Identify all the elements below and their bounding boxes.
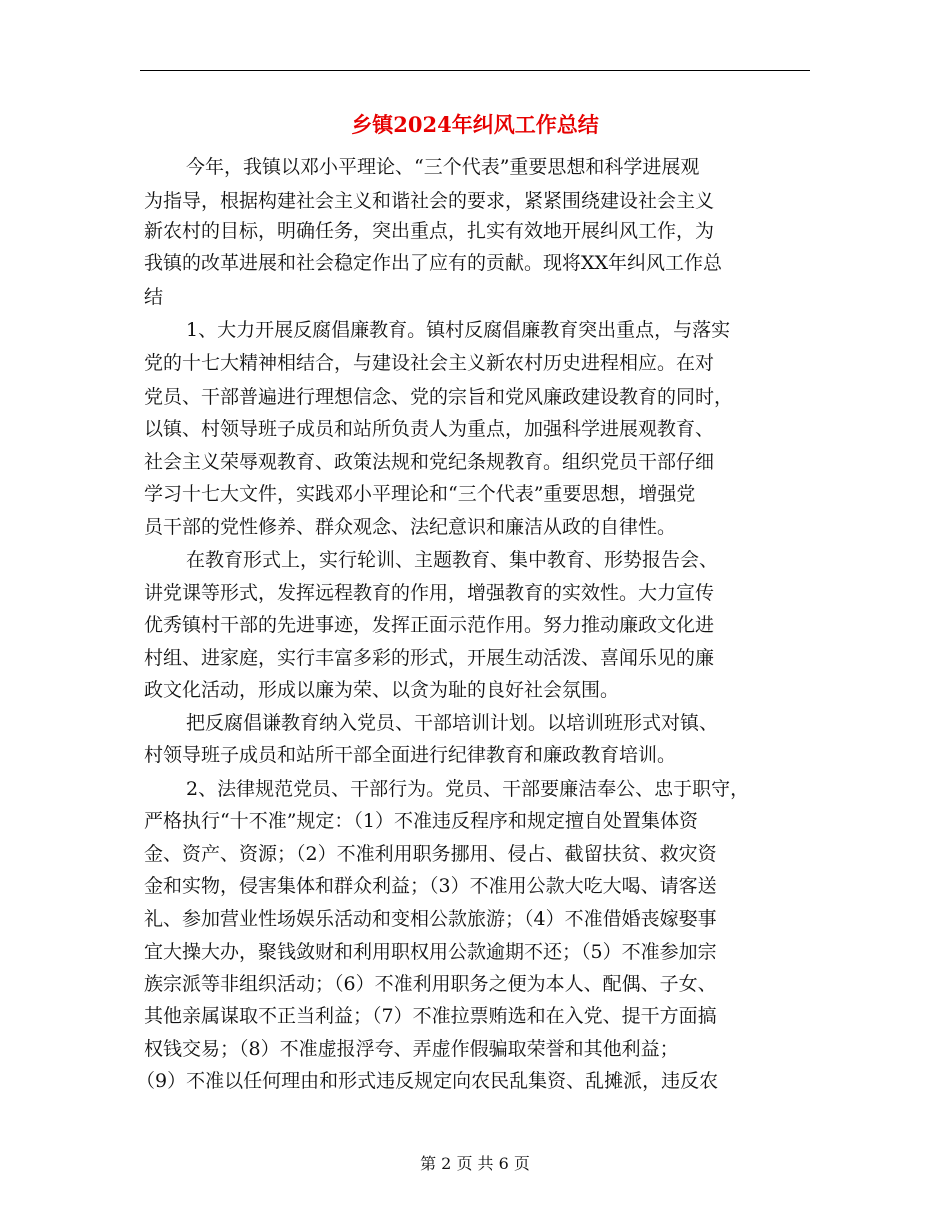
paragraph-line: 政文化活动，形成以廉为荣、以贪为耻的良好社会氛围。 — [144, 679, 620, 701]
paragraph-line: 在教育形式上，实行轮训、主题教育、集中教育、形势报告会、 — [186, 549, 719, 571]
paragraph-line: 1、大力开展反腐倡廉教育。镇村反腐倡廉教育突出重点，与落实 — [186, 319, 731, 341]
paragraph-line: 学习十七大文件，实践邓小平理论和“三个代表”重要思想，增强党 — [144, 483, 696, 505]
paragraph-line: 讲党课等形式，发挥远程教育的作用，增强教育的实效性。大力宣传 — [144, 582, 715, 604]
page-footer: 第 2 页 共 6 页 — [420, 1154, 530, 1173]
paragraph-line: 员干部的党性修养、群众观念、法纪意识和廉洁从政的自律性。 — [144, 516, 677, 538]
paragraph-line: 村领导班子成员和站所干部全面进行纪律教育和廉政教育培训。 — [144, 744, 677, 766]
header-rule — [140, 70, 810, 71]
paragraph-line: 族宗派等非组织活动；（6）不准利用职务之便为本人、配偶、子女、 — [144, 973, 717, 995]
paragraph-line: 其他亲属谋取不正当利益；（7）不准拉票贿选和在入党、提干方面搞 — [144, 1005, 717, 1027]
paragraph-line: 礼、参加营业性场娱乐活动和变相公款旅游；（4）不准借婚丧嫁娶事 — [144, 908, 717, 930]
paragraph-line: 新农村的目标，明确任务，突出重点，扎实有效地开展纠风工作，为 — [144, 220, 715, 242]
paragraph-line: 党的十七大精神相结合，与建设社会主义新农村历史进程相应。在对 — [144, 352, 715, 374]
paragraph-line: 金、资产、资源；（2）不准利用职务挪用、侵占、截留扶贫、救灾资 — [144, 843, 717, 865]
paragraph-line: 权钱交易；（8）不准虚报浮夸、弄虚作假骗取荣誉和其他利益； — [144, 1038, 679, 1060]
paragraph-line: 2、法律规范党员、干部行为。党员、干部要廉洁奉公、忠于职守， — [186, 778, 750, 800]
paragraph-line: 村组、进家庭，实行丰富多彩的形式，开展生动活泼、喜闻乐见的廉 — [144, 647, 715, 669]
paragraph-line: 今年，我镇以邓小平理论、“三个代表”重要思想和科学进展观 — [186, 156, 700, 178]
paragraph-line: 结 — [144, 286, 164, 308]
paragraph-line: 把反腐倡谦教育纳入党员、干部培训计划。以培训班形式对镇、 — [186, 712, 719, 734]
paragraph-line: 以镇、村领导班子成员和站所负责人为重点，加强科学进展观教育、 — [144, 418, 715, 440]
paragraph-line: 宜大操大办，聚钱敛财和利用职权用公款逾期不还；（5）不准参加宗 — [144, 941, 717, 963]
paragraph-line: （9）不准以任何理由和形式违反规定向农民乱集资、乱摊派，违反农 — [136, 1070, 719, 1092]
paragraph-line: 党员、干部普遍进行理想信念、党的宗旨和党风廉政建设教育的同时， — [144, 386, 734, 408]
paragraph-line: 严格执行“十不准”规定：（1）不准违反程序和规定擅自处置集体资 — [144, 810, 699, 832]
paragraph-line: 我镇的改革进展和社会稳定作出了应有的贡献。现将XX年纠风工作总 — [144, 252, 723, 274]
paragraph-line: 金和实物，侵害集体和群众利益；（3）不准用公款大吃大喝、请客送 — [144, 875, 717, 897]
paragraph-line: 社会主义荣辱观教育、政策法规和党纪条规教育。组织党员干部仔细 — [144, 451, 715, 473]
document-title: 乡镇2024年纠风工作总结 — [351, 112, 599, 137]
paragraph-line: 为指导，根据构建社会主义和谐社会的要求，紧紧围绕建设社会主义 — [144, 190, 715, 212]
paragraph-line: 优秀镇村干部的先进事迹，发挥正面示范作用。努力推动廉政文化进 — [144, 614, 715, 636]
